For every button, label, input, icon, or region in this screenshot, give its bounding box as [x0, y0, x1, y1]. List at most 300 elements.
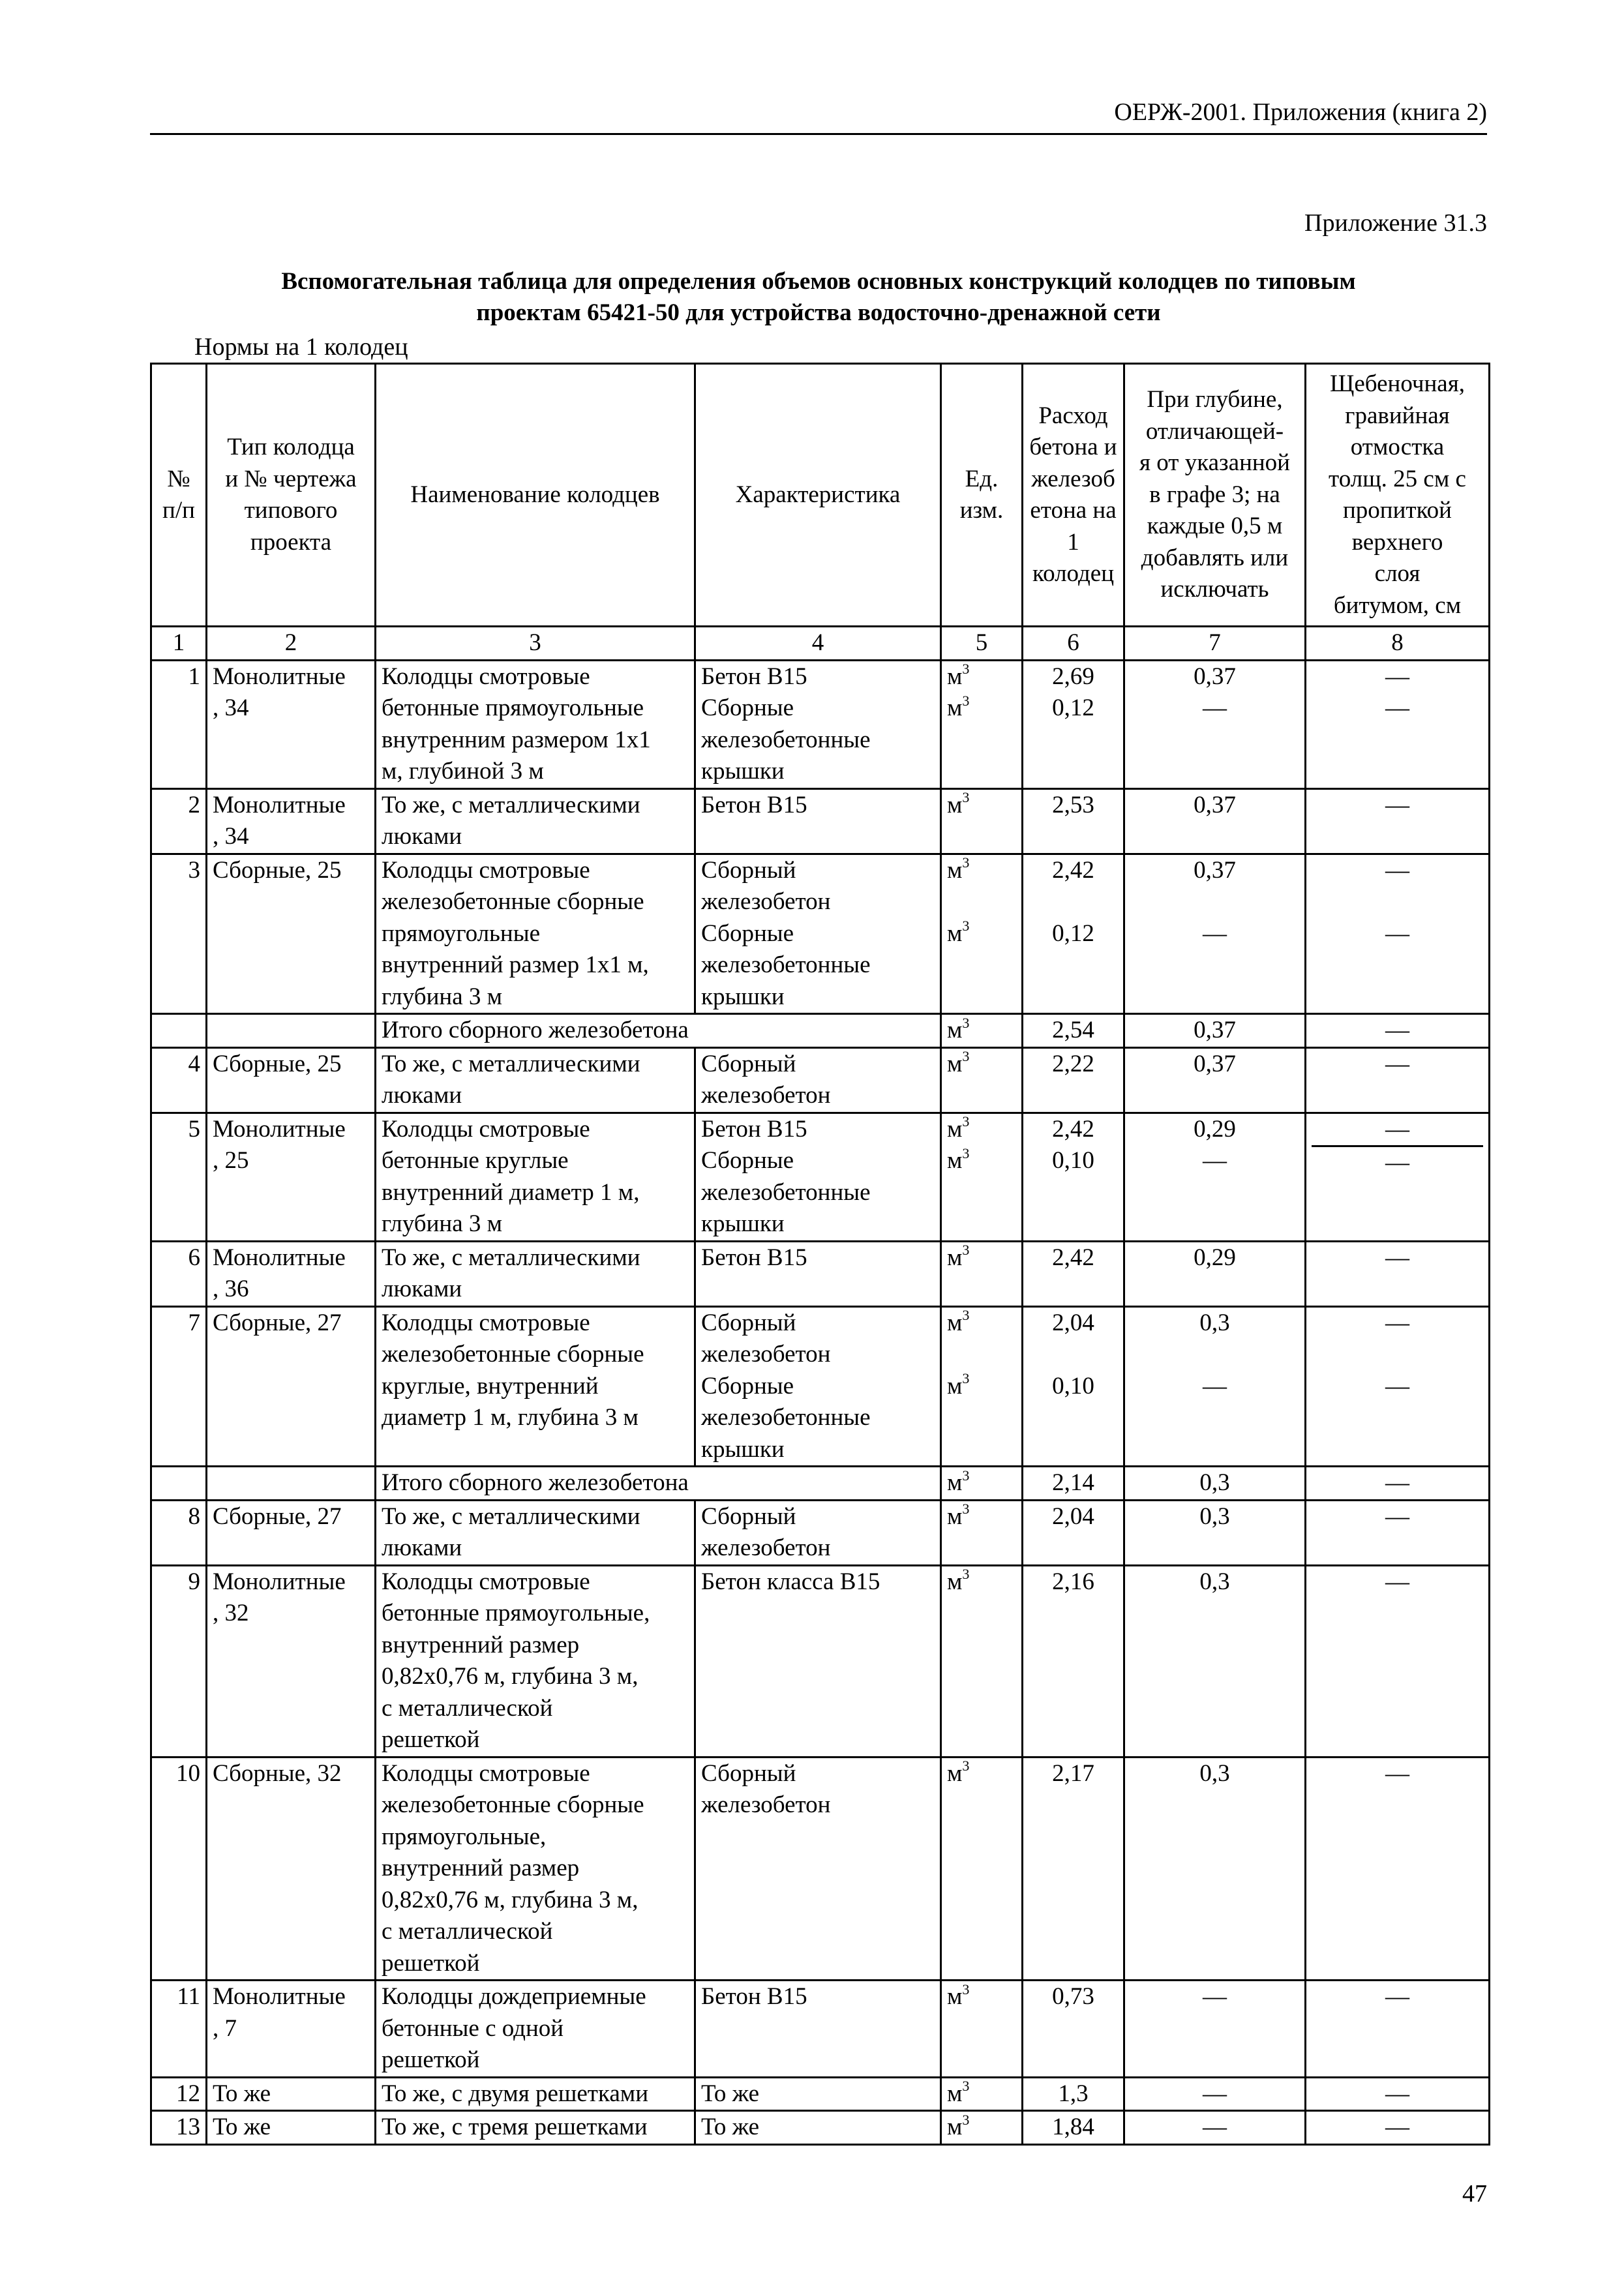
unit-value: $м^3$ [947, 1307, 970, 1336]
unit-value: $м^3$ [947, 1566, 970, 1595]
num-cell: 5 [151, 1113, 207, 1241]
consumption-cell: 2,54 [1023, 1014, 1124, 1048]
gravel-cell [1306, 660, 1490, 788]
name-line: прямоугольные, [382, 1823, 547, 1850]
unit-power: 3 [962, 2111, 970, 2128]
name-line: То же, с тремя решетками [382, 2114, 648, 2140]
name-cell [376, 1565, 695, 1757]
column-number: 6 [1023, 627, 1124, 661]
header-line: Ед. [965, 465, 999, 492]
unit-power: 3 [962, 1014, 970, 1031]
type-cell [207, 1113, 376, 1241]
unit-power: 3 [962, 1758, 970, 1774]
unit-power: 3 [962, 2078, 970, 2095]
name-line: люками [382, 1276, 462, 1302]
num-cell: 6 [151, 1241, 207, 1306]
header-line: битумом, см [1333, 591, 1462, 619]
characteristic-line: железобетонные [701, 726, 871, 753]
gravel-cell [1306, 1241, 1490, 1306]
unit-value: $м^3$ [947, 1758, 970, 1787]
name-line: То же, с металлическими [382, 1050, 640, 1077]
unit-power: 3 [962, 1467, 970, 1484]
column-number-row [151, 627, 1490, 661]
type-cell [207, 788, 376, 854]
table-row [151, 1113, 1490, 1241]
gravel-value: — [1385, 1372, 1409, 1399]
consumption-value: 2,42 [1052, 1244, 1094, 1271]
consumption-value: 0,10 [1052, 1147, 1094, 1174]
type-line: Сборные, 27 [213, 1309, 342, 1336]
characteristic-line: Сборный [701, 1050, 796, 1077]
characteristic-cell [695, 1500, 941, 1565]
unit-cell [941, 2077, 1023, 2111]
column-number: 2 [207, 627, 376, 661]
norms-label: Нормы на 1 колодец [194, 333, 408, 361]
depth-value: — [1203, 920, 1227, 947]
unit-value: $м^3$ [947, 918, 970, 947]
total-label: Итого сборного железобетона [376, 1014, 941, 1048]
gravel-cell [1306, 1757, 1490, 1981]
header-line: пропиткой [1343, 497, 1452, 524]
name-line: глубина 3 м [382, 983, 503, 1010]
type-line: То же [213, 2080, 271, 2107]
name-line: люками [382, 1082, 462, 1109]
blank-line [947, 886, 1016, 918]
blank-line [1029, 886, 1118, 918]
name-line: глубина 3 м [382, 1210, 503, 1237]
depth-value: 0,3 [1199, 1309, 1230, 1336]
characteristic-line: железобетон [701, 1791, 831, 1818]
depth-value: — [1203, 1372, 1227, 1399]
header-line: в графе 3; на [1149, 481, 1280, 508]
characteristic-line: Бетон класса В15 [701, 1568, 880, 1595]
name-line: решеткой [382, 2046, 480, 2073]
table-header-row [151, 364, 1490, 627]
header-line: Характеристика [735, 481, 901, 508]
type-cell [207, 1565, 376, 1757]
unit-value: $м^3$ [947, 2078, 970, 2107]
unit-value: $м^3$ [947, 1144, 970, 1174]
gravel-value: — [1385, 1568, 1409, 1595]
characteristic-cell [695, 788, 941, 854]
blank-line [1130, 1339, 1299, 1371]
title-line: проектам 65421-50 для устройства водосточно-дренажной сети [476, 299, 1161, 326]
name-cell [376, 1500, 695, 1565]
num-cell: 12 [151, 2077, 207, 2111]
name-line: бетонные с одной [382, 2014, 564, 2042]
name-line: 0,82х0,76 м, глубина 3 м, [382, 1886, 639, 1913]
name-line: железобетонные сборные [382, 1341, 644, 1368]
depth-cell [1124, 2111, 1306, 2145]
table-row [151, 1565, 1490, 1757]
unit-cell [941, 2111, 1023, 2145]
unit-power: 3 [962, 1113, 970, 1130]
consumption-value: 2,53 [1052, 791, 1094, 818]
num-cell: 8 [151, 1500, 207, 1565]
gravel-value: — [1385, 1309, 1409, 1336]
type-line: Монолитные [213, 663, 346, 690]
norms-table [150, 363, 1490, 2146]
header-line: етона на [1030, 497, 1117, 524]
header-line: Щебеночная, [1330, 370, 1465, 397]
consumption-cell [1023, 1047, 1124, 1113]
gravel-value: — [1385, 791, 1409, 818]
depth-value: 0,37 [1194, 1050, 1236, 1077]
type-cell [207, 660, 376, 788]
num-cell: 9 [151, 1565, 207, 1757]
depth-value: 0,29 [1194, 1244, 1236, 1271]
type-line: Монолитные [213, 791, 346, 818]
name-line: с металлической [382, 1694, 553, 1722]
consumption-cell [1023, 788, 1124, 854]
unit-value: $м^3$ [947, 2111, 970, 2140]
consumption-cell [1023, 1981, 1124, 2078]
depth-cell [1124, 788, 1306, 854]
characteristic-line: железобетон [701, 1341, 831, 1368]
name-cell [376, 1113, 695, 1241]
gravel-cell [1306, 1113, 1490, 1241]
characteristic-line: Сборный [701, 1503, 796, 1530]
header-line: гравийная [1345, 402, 1450, 429]
name-line: железобетонные сборные [382, 1791, 644, 1818]
gravel-cell [1306, 1565, 1490, 1757]
name-line: бетонные прямоугольные [382, 695, 644, 721]
type-line: Сборные, 27 [213, 1503, 342, 1530]
blank-line [1312, 886, 1483, 918]
gravel-value: — [1385, 1759, 1409, 1787]
consumption-cell [1023, 854, 1124, 1014]
depth-cell [1124, 1113, 1306, 1241]
unit-value: $м^3$ [947, 1113, 970, 1143]
total-label: Итого сборного железобетона [376, 1467, 941, 1501]
characteristic-line: Сборные [701, 1372, 794, 1399]
characteristic-line: Сборный [701, 1759, 796, 1787]
header-line: п/п [162, 497, 195, 524]
characteristic-line: Бетон В15 [701, 1115, 807, 1143]
name-line: Колодцы смотровые [382, 1115, 590, 1143]
name-line: 0,82х0,76 м, глубина 3 м, [382, 1663, 639, 1690]
consumption-value: 2,17 [1052, 1759, 1094, 1787]
gravel-cell [1306, 788, 1490, 854]
blank-line [947, 1339, 1016, 1371]
header-line: проекта [250, 528, 332, 556]
name-line: Колодцы смотровые [382, 1568, 590, 1595]
unit-cell [941, 1500, 1023, 1565]
characteristic-line: Бетон В15 [701, 663, 807, 690]
gravel-value: — [1385, 2114, 1409, 2140]
unit-cell [941, 1981, 1023, 2078]
column-number: 8 [1306, 627, 1490, 661]
depth-cell [1124, 2077, 1306, 2111]
num-cell: 10 [151, 1757, 207, 1981]
depth-cell [1124, 1565, 1306, 1757]
characteristic-line: железобетон [701, 1534, 831, 1561]
name-cell [376, 788, 695, 854]
characteristic-cell [695, 1306, 941, 1467]
characteristic-line: железобетон [701, 888, 831, 915]
gravel-cell [1306, 1306, 1490, 1467]
characteristic-cell [695, 1565, 941, 1757]
header-line: Тип колодца [227, 434, 355, 460]
depth-value: 0,3 [1199, 1759, 1230, 1787]
characteristic-line: железобетонные [701, 1404, 871, 1431]
depth-cell [1124, 854, 1306, 1014]
type-cell [207, 2111, 376, 2145]
header-consumption [1023, 364, 1124, 627]
unit-cell [941, 1241, 1023, 1306]
depth-value: — [1203, 2080, 1227, 2107]
unit-value: $м^3$ [947, 1467, 970, 1496]
table-row [151, 788, 1490, 854]
consumption-cell [1023, 1306, 1124, 1467]
consumption-value: 2,04 [1052, 1309, 1094, 1336]
type-line: То же [213, 2114, 271, 2140]
name-line: внутренний диаметр 1 м, [382, 1178, 640, 1206]
unit-power: 3 [962, 854, 970, 871]
unit-value: $м^3$ [947, 1242, 970, 1271]
header-num [151, 364, 207, 627]
consumption-value: 2,42 [1052, 1115, 1094, 1143]
characteristic-line: То же [701, 2080, 760, 2107]
header-line: изм. [959, 497, 1004, 524]
depth-value: 0,37 [1194, 791, 1236, 818]
characteristic-line: Бетон В15 [701, 1244, 807, 1271]
header-gravel [1306, 364, 1490, 627]
gravel-cell [1306, 1500, 1490, 1565]
type-line: , 36 [213, 1276, 249, 1302]
gravel-value: — [1385, 2080, 1409, 2107]
characteristic-line: железобетон [701, 1082, 831, 1109]
name-cell [376, 2077, 695, 2111]
characteristic-line: Сборный [701, 856, 796, 884]
header-line: исключать [1160, 576, 1269, 603]
gravel-cell: — [1306, 1467, 1490, 1501]
name-line: железобетонные сборные [382, 888, 644, 915]
unit-cell [941, 1467, 1023, 1501]
name-line: То же, с двумя решетками [382, 2080, 649, 2107]
characteristic-line: железобетонные [701, 1178, 871, 1206]
characteristic-line: Бетон В15 [701, 791, 807, 818]
depth-value: — [1203, 2114, 1227, 2140]
header-line: слоя [1374, 560, 1421, 587]
type-line: , 32 [213, 1600, 249, 1626]
name-cell [376, 2111, 695, 2145]
characteristic-cell [695, 854, 941, 1014]
consumption-cell [1023, 1500, 1124, 1565]
type-line: Монолитные [213, 1983, 346, 2010]
header-line: отличающей- [1145, 417, 1284, 445]
consumption-cell [1023, 660, 1124, 788]
table-row [151, 1241, 1490, 1306]
unit-value: $м^3$ [947, 661, 970, 690]
table-row [151, 1981, 1490, 2078]
name-line: Колодцы смотровые [382, 856, 590, 884]
header-line: каждые 0,5 м [1147, 513, 1283, 540]
consumption-value: 2,16 [1052, 1568, 1094, 1595]
depth-value: 0,29 [1194, 1115, 1236, 1143]
depth-value: 0,37 [1194, 663, 1236, 690]
unit-value: $м^3$ [947, 1014, 970, 1043]
consumption-cell [1023, 1113, 1124, 1241]
header-line: Расход [1038, 402, 1108, 429]
unit-cell [941, 1047, 1023, 1113]
blank-line [1130, 886, 1299, 918]
appendix-label: Приложение 31.3 [1304, 209, 1487, 237]
consumption-value: 2,04 [1052, 1503, 1094, 1530]
characteristic-cell [695, 1241, 941, 1306]
consumption-value: 2,42 [1052, 856, 1094, 884]
name-cell [376, 1757, 695, 1981]
characteristic-cell [695, 1113, 941, 1241]
type-line: Сборные, 25 [213, 1050, 342, 1077]
characteristic-line: Бетон В15 [701, 1983, 807, 2010]
consumption-cell [1023, 2077, 1124, 2111]
unit-value: $м^3$ [947, 1370, 970, 1399]
gravel-value: — [1385, 856, 1409, 884]
header-line: я от указанной [1139, 449, 1290, 477]
num-cell [151, 1014, 207, 1048]
header-line: колодец [1032, 560, 1115, 587]
name-line: решеткой [382, 1726, 480, 1753]
table-body [151, 627, 1490, 2145]
type-cell [207, 1500, 376, 1565]
consumption-value: 2,69 [1052, 663, 1094, 690]
type-line: , 7 [213, 2014, 237, 2042]
table-row [151, 1306, 1490, 1467]
header-line: бетона и [1029, 434, 1117, 460]
name-line: внутренний размер 1х1 м, [382, 951, 649, 978]
name-line: люками [382, 1534, 462, 1561]
gravel-value: — [1385, 1244, 1409, 1271]
header-line: верхнего [1351, 528, 1443, 556]
type-line: Монолитные [213, 1244, 346, 1271]
header-type [207, 364, 376, 627]
characteristic-cell [695, 2111, 941, 2145]
header-name [376, 364, 695, 627]
unit-power: 3 [962, 1307, 970, 1324]
unit-power: 3 [962, 1242, 970, 1259]
name-line: внутренний размер [382, 1855, 580, 1881]
table-row [151, 1757, 1490, 1981]
type-line: Сборные, 25 [213, 856, 342, 884]
name-line: диаметр 1 м, глубина 3 м [382, 1404, 639, 1431]
running-header: ОЕРЖ-2001. Приложения (книга 2) [1114, 98, 1487, 126]
unit-power: 3 [962, 1981, 970, 1997]
consumption-cell [1023, 1241, 1124, 1306]
unit-power: 3 [962, 661, 970, 678]
unit-value: $м^3$ [947, 789, 970, 818]
name-cell [376, 1047, 695, 1113]
characteristic-line: Сборные [701, 1147, 794, 1174]
name-line: То же, с металлическими [382, 1244, 640, 1271]
depth-cell [1124, 1757, 1306, 1981]
characteristic-line: крышки [701, 983, 785, 1010]
characteristic-cell [695, 660, 941, 788]
header-line: 1 [1067, 528, 1079, 556]
depth-cell: 0,37 [1124, 1014, 1306, 1048]
depth-cell [1124, 1241, 1306, 1306]
gravel-cell [1306, 2077, 1490, 2111]
header-line: железоб [1031, 465, 1115, 492]
unit-cell [941, 1113, 1023, 1241]
unit-cell [941, 1565, 1023, 1757]
gravel-value: — [1312, 1114, 1483, 1148]
header-line: типового [244, 497, 338, 524]
name-line: бетонные круглые [382, 1147, 569, 1174]
num-cell: 13 [151, 2111, 207, 2145]
table-row [151, 1500, 1490, 1565]
unit-value: $м^3$ [947, 1048, 970, 1077]
num-cell: 1 [151, 660, 207, 788]
gravel-value: — [1385, 695, 1409, 721]
column-number: 5 [941, 627, 1023, 661]
name-cell [376, 1241, 695, 1306]
blank-line [1312, 1339, 1483, 1371]
characteristic-cell [695, 1047, 941, 1113]
table-row [151, 2111, 1490, 2145]
column-number: 1 [151, 627, 207, 661]
depth-cell: 0,3 [1124, 1467, 1306, 1501]
header-line: отмостка [1350, 434, 1445, 460]
characteristic-line: железобетонные [701, 951, 871, 978]
unit-value: $м^3$ [947, 854, 970, 884]
characteristic-cell [695, 1757, 941, 1981]
gravel-value: — [1385, 920, 1409, 947]
num-cell: 11 [151, 1981, 207, 2078]
column-number: 3 [376, 627, 695, 661]
characteristic-cell [695, 2077, 941, 2111]
consumption-value: 1,84 [1052, 2114, 1094, 2140]
type-cell [207, 1757, 376, 1981]
name-line: Колодцы дождеприемные [382, 1983, 646, 2010]
characteristic-line: крышки [701, 758, 785, 785]
header-characteristic [695, 364, 941, 627]
header-line: № [167, 465, 190, 492]
table-row [151, 660, 1490, 788]
blank-line [1029, 1339, 1118, 1371]
document-title [150, 266, 1487, 329]
type-cell [207, 854, 376, 1014]
depth-cell [1124, 1306, 1306, 1467]
unit-power: 3 [962, 1144, 970, 1161]
name-line: То же, с металлическими [382, 1503, 640, 1530]
column-number: 4 [695, 627, 941, 661]
name-line: Колодцы смотровые [382, 663, 590, 690]
name-line: внутренний размер [382, 1631, 580, 1658]
name-line: Колодцы смотровые [382, 1309, 590, 1336]
name-line: бетонные прямоугольные, [382, 1600, 650, 1626]
type-cell [207, 1241, 376, 1306]
unit-value: $м^3$ [947, 692, 970, 721]
unit-cell [941, 1757, 1023, 1981]
consumption-value: 0,73 [1052, 1983, 1094, 2010]
unit-cell [941, 1014, 1023, 1048]
total-row [151, 1467, 1490, 1501]
header-unit [941, 364, 1023, 627]
gravel-value: — [1385, 1149, 1409, 1176]
type-cell [207, 1014, 376, 1048]
depth-value: — [1203, 1983, 1227, 2010]
consumption-value: 1,3 [1058, 2080, 1089, 2107]
unit-cell [941, 854, 1023, 1014]
column-number: 7 [1124, 627, 1306, 661]
num-cell: 4 [151, 1047, 207, 1113]
header-line: Наименование колодцев [410, 481, 660, 508]
consumption-value: 0,12 [1052, 920, 1094, 947]
type-line: Сборные, 32 [213, 1759, 342, 1787]
type-line: , 34 [213, 823, 249, 850]
characteristic-line: Сборные [701, 920, 794, 947]
